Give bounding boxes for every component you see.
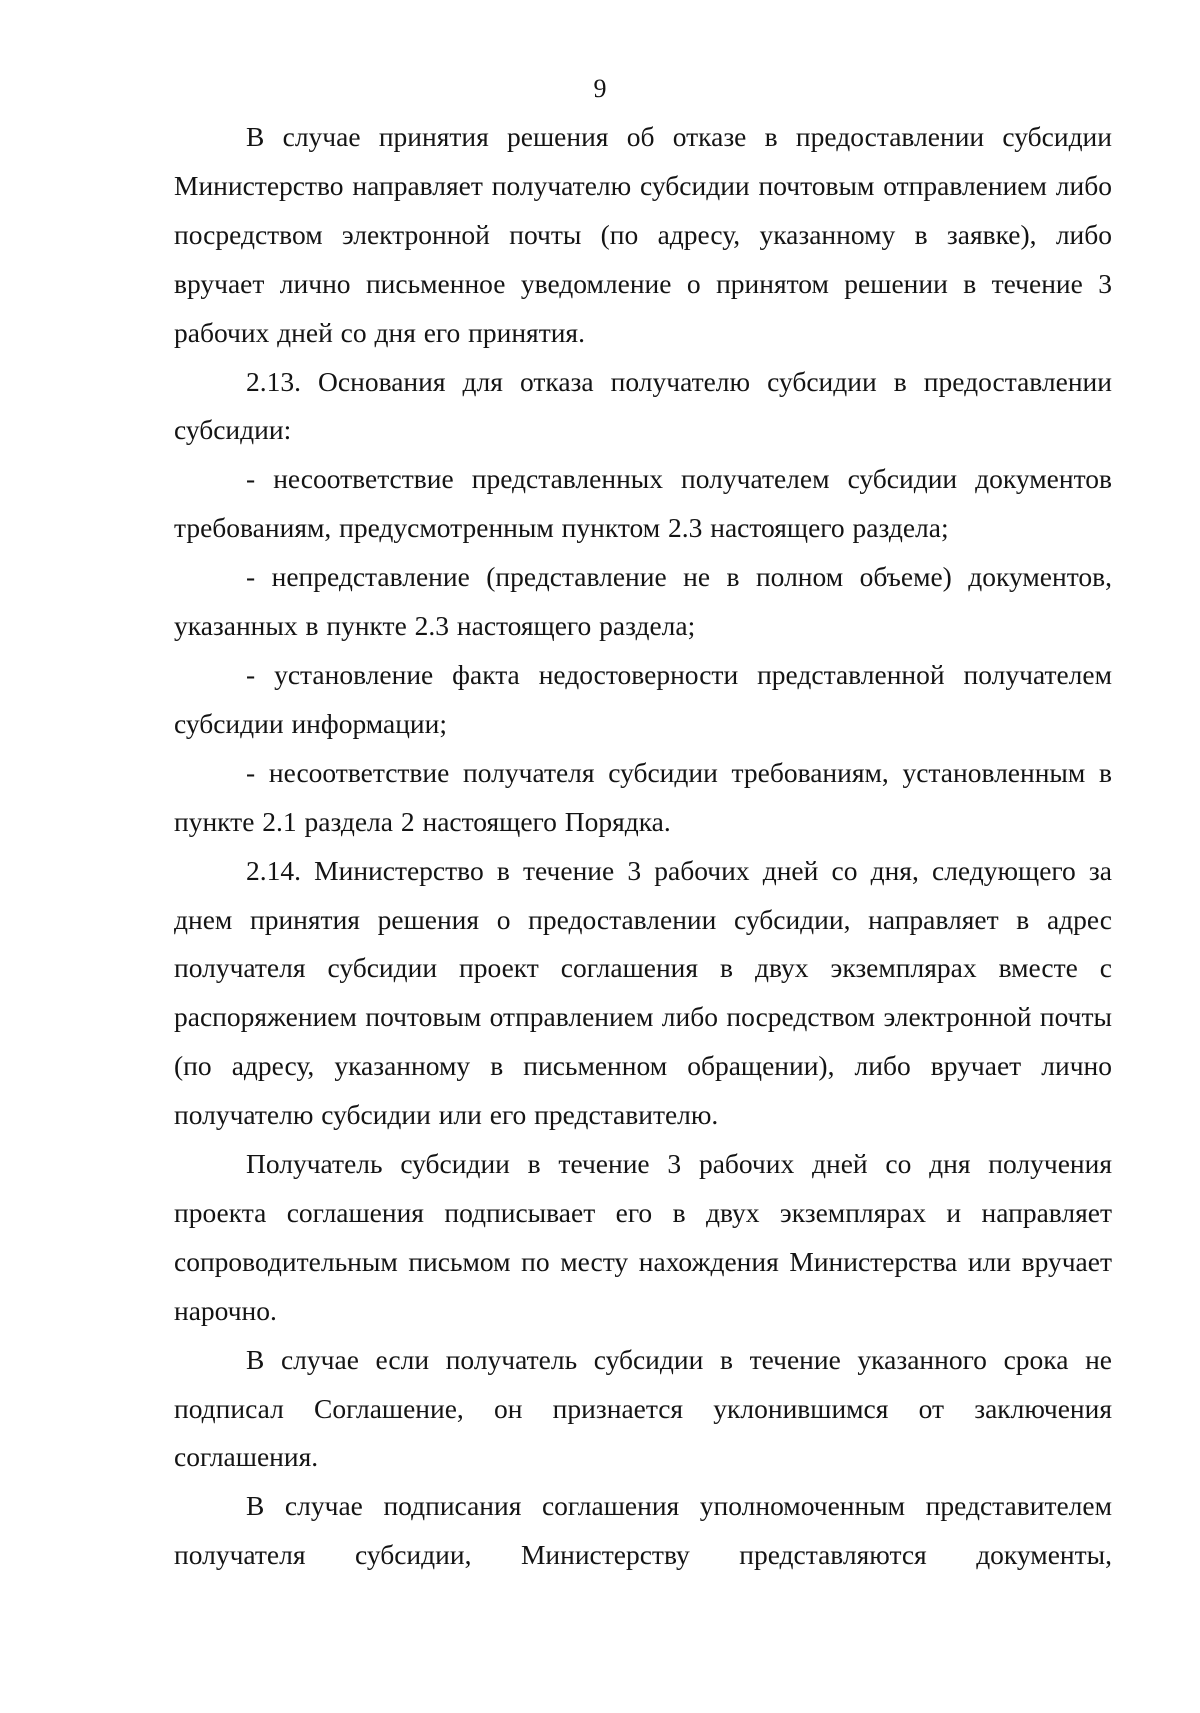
- document-body: [174, 113, 1112, 1580]
- page-number: 9: [593, 74, 607, 103]
- paragraph-recipient-signing: Получатель субсидии в течение 3 рабочих дней со дня получения проекта соглашения подписывает его в двух экземплярах и направляет сопроводительным письмом по месту нахождения Министерства или вручает нарочно.: [174, 1148, 1112, 1326]
- list-item-documents-not-submitted: - непредставление (представление не в полном объеме) документов, указанных в пункте 2.3 настоящего раздела;: [174, 561, 1112, 642]
- list-item-requirements-mismatch: - несоответствие получателя субсидии требованиям, установленным в пункте 2.1 раздела 2 настоящего Порядка.: [174, 756, 1112, 837]
- paragraph-evasion: В случае если получатель субсидии в течение указанного срока не подписал Соглашение, он признается уклонившимся от заключения соглашения.: [174, 1343, 1112, 1473]
- paragraph-2-13-heading: 2.13. Основания для отказа получателю субсидии в предоставлении субсидии:: [174, 365, 1112, 446]
- list-item-document-mismatch: - несоответствие представленных получателем субсидии документов требованиям, предусмотренным пунктом 2.3 настоящего раздела;: [174, 463, 1112, 544]
- list-item-false-information: - установление факта недостоверности представленной получателем субсидии информации;: [174, 658, 1112, 739]
- paragraph-refusal-notification: В случае принятия решения об отказе в предоставлении субсидии Министерство направляет получателю субсидии почтовым отправлением либо посредством электронной почты (по адресу, указанному в заявке), либо вручает лично письменное уведомление о принятом решении в течение 3 рабочих дней со дня его принятия.: [174, 121, 1112, 348]
- paragraph-authorized-representative: В случае подписания соглашения уполномоченным представителем получателя субсидии, Министерству представляются документы,: [174, 1490, 1112, 1571]
- paragraph-2-14: 2.14. Министерство в течение 3 рабочих дней со дня, следующего за днем принятия решения о предоставлении субсидии, направляет в адрес получателя субсидии проект соглашения в двух экземплярах вместе с распоряжением почтовым отправлением либо посредством электронной почты (по адресу, указанному в письменном обращении), либо вручает лично получателю субсидии или его представителю.: [174, 854, 1112, 1131]
